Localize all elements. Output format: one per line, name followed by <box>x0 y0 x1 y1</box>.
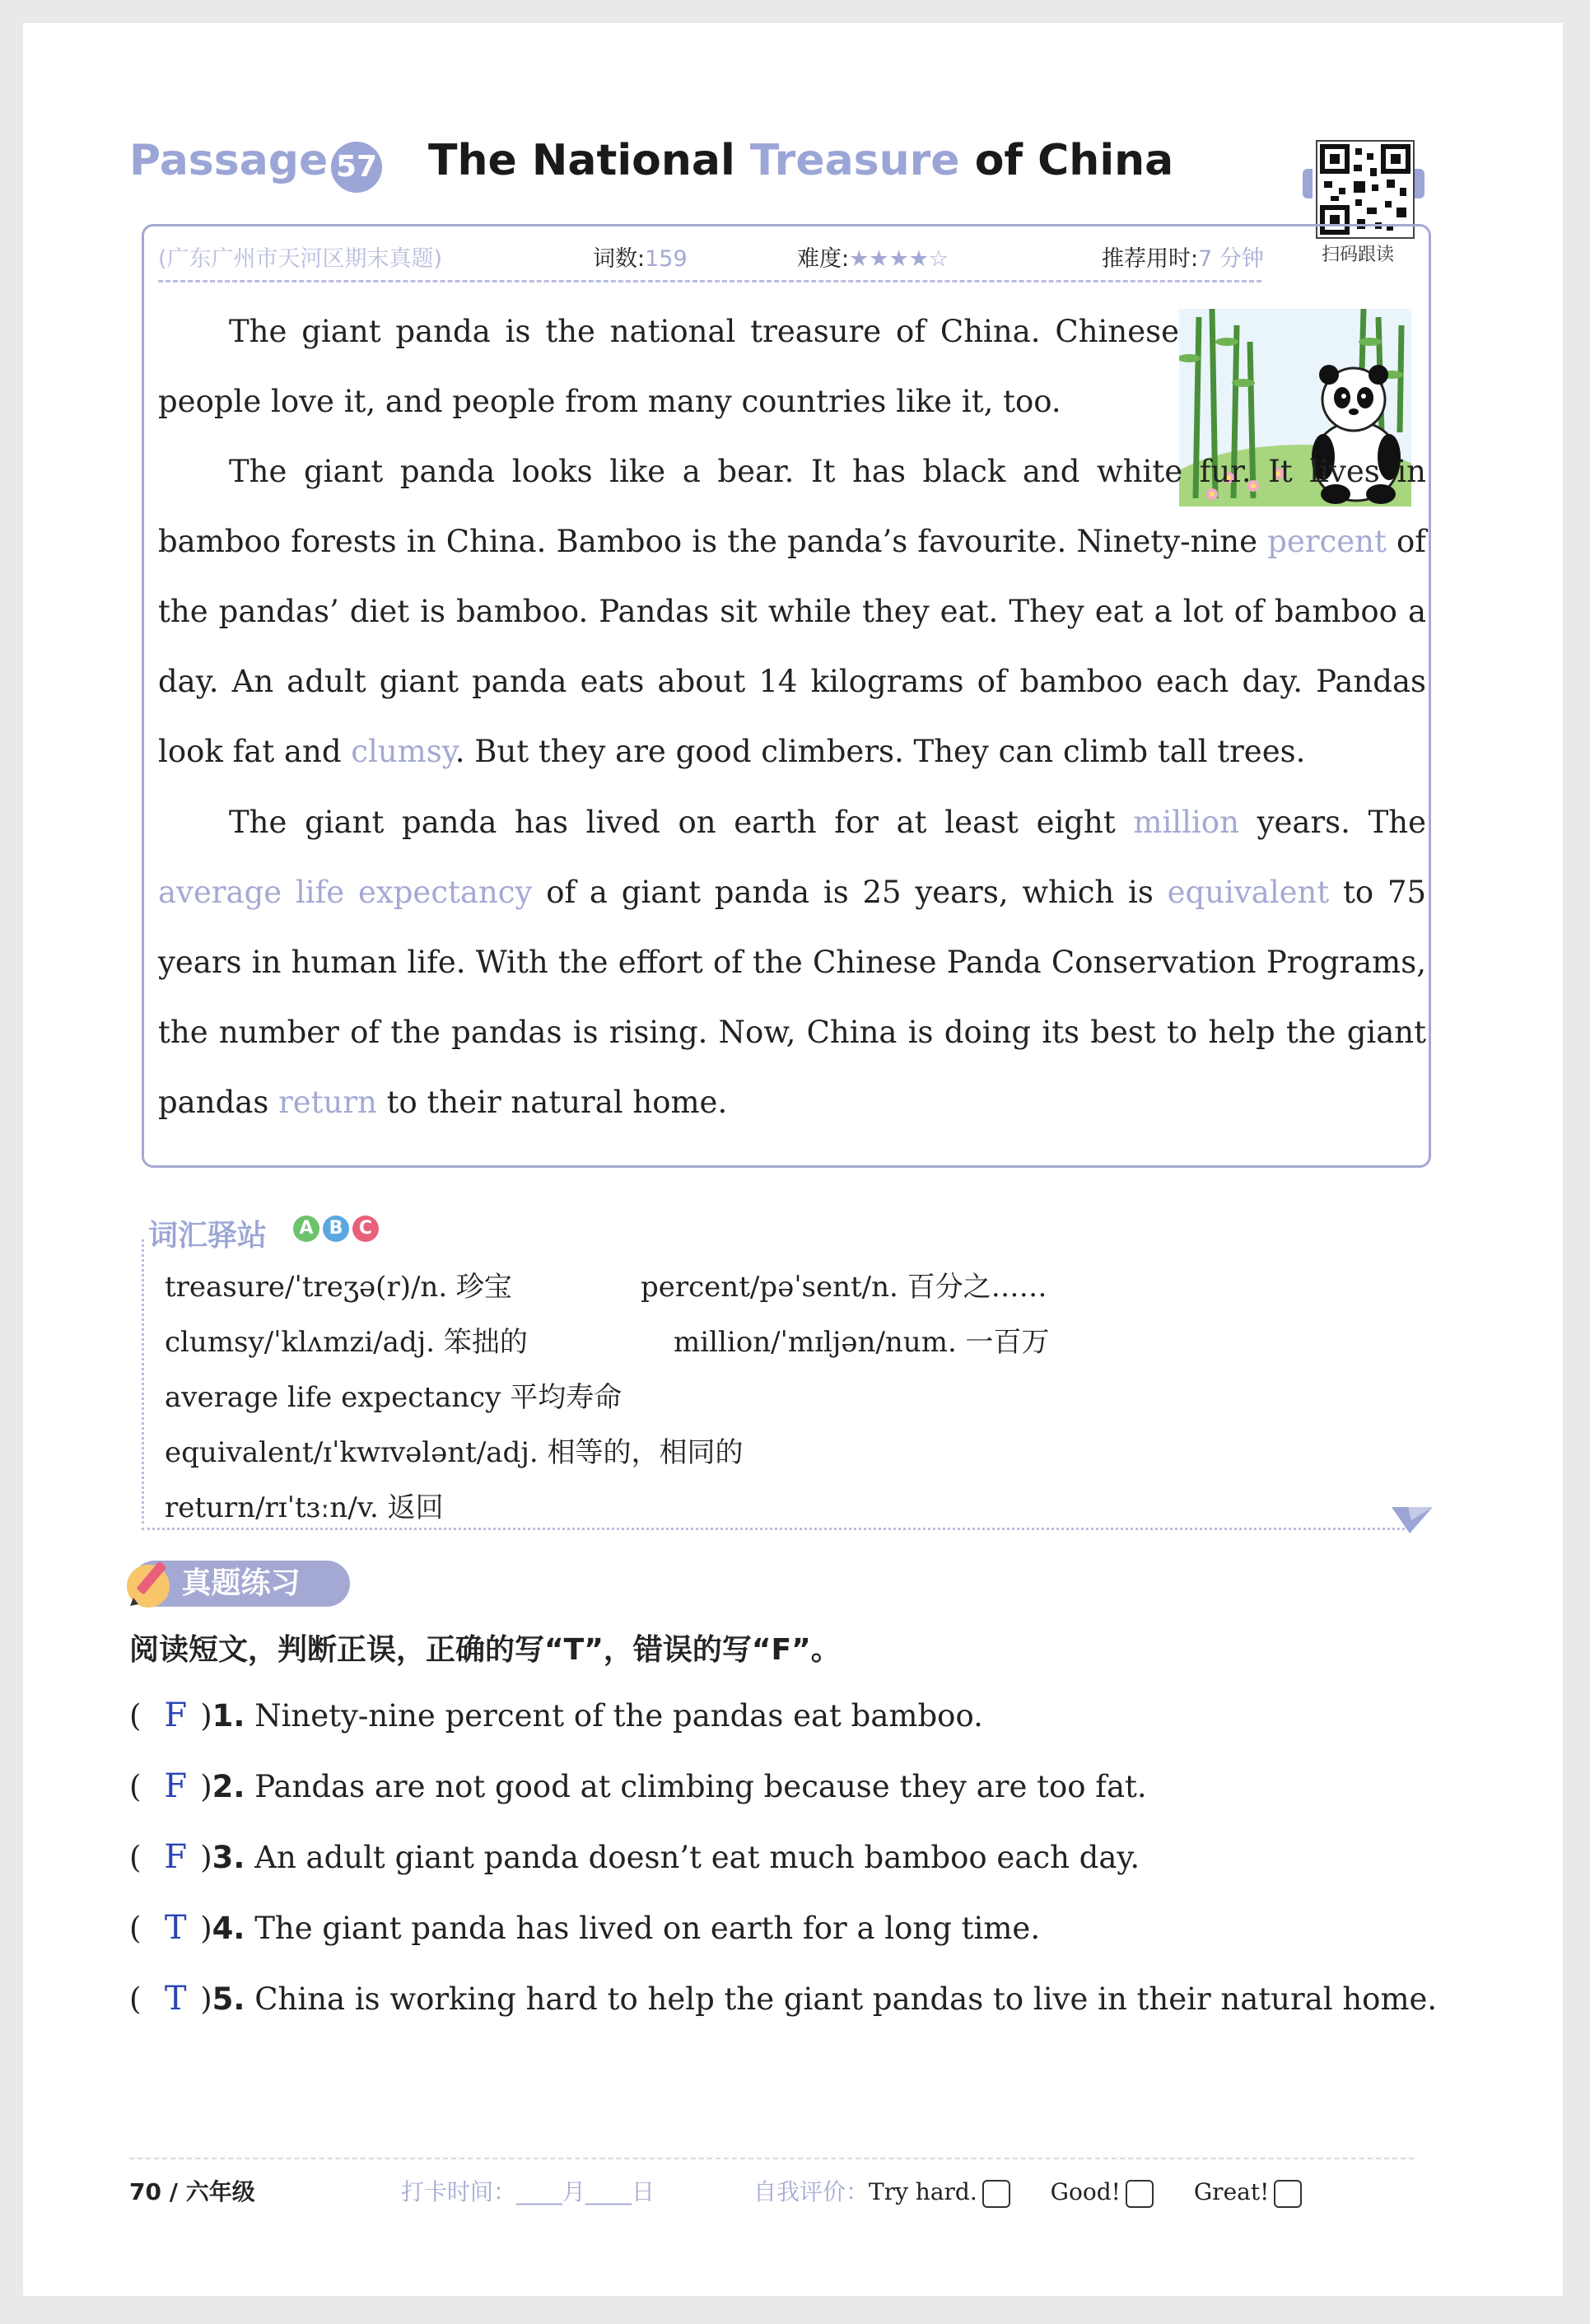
page-number: 70 / 六年级 <box>129 2178 255 2205</box>
question-4-number: 4. <box>212 1911 245 1946</box>
qr-tab-left <box>1303 169 1313 198</box>
vocab-title: 词汇驿站 <box>148 1219 268 1253</box>
passage-paragraph-1 <box>158 296 1179 436</box>
vocab-word-percent: percent <box>1267 524 1387 559</box>
try-hard-checkbox[interactable] <box>982 2180 1010 2208</box>
paragraph-3-text <box>158 787 1426 1137</box>
paragraph-3-part-e: to their natural home. <box>376 1085 728 1120</box>
question-5-number: 5. <box>212 1981 245 2017</box>
vocab-entry-clumsy: clumsy/ˈklʌmzi/adj. 笨拙的 <box>165 1326 528 1359</box>
great-label: Great! <box>1193 2178 1270 2205</box>
section-label-exercise: 真题练习 <box>132 1561 350 1607</box>
good-label: Good! <box>1050 2178 1121 2205</box>
paragraph-3-part-a: The giant panda has lived on earth for at least eight <box>229 805 1134 840</box>
badge-a: A <box>293 1216 319 1242</box>
answer-5[interactable]: T <box>164 1980 187 2018</box>
title-part-1: The National <box>428 136 735 185</box>
title-part-2: Treasure <box>749 136 960 185</box>
paragraph-2-part-c: . But they are good climbers. They can climb tall trees. <box>455 734 1306 769</box>
try-hard-label: Try hard. <box>869 2178 977 2205</box>
qr-tab-right <box>1415 169 1424 198</box>
vocab-word-clumsy: clumsy <box>351 734 455 769</box>
vocab-entry-average: average life expectancy 平均寿命 <box>165 1381 622 1414</box>
source-label: (广东广州市天河区期末真题) <box>158 246 443 272</box>
title-part-3: of China <box>974 136 1174 185</box>
vocab-entry-treasure: treasure/ˈtreʒə(r)/n. 珍宝 <box>165 1271 512 1304</box>
recommended-time <box>1102 240 1264 273</box>
paragraph-2-text <box>158 436 1426 786</box>
answer-3[interactable]: F <box>164 1838 188 1876</box>
paragraph-3-part-c: of a giant panda is 25 years, which is <box>532 875 1168 910</box>
vocab-word-average: average life expectancy <box>158 875 533 910</box>
answer-2[interactable]: F <box>164 1767 188 1805</box>
word-count-label: 词数: <box>593 246 646 272</box>
paragraph-3-part-d: to 75 years in human life. With the effort of the Chinese Panda Conservation Programs, the number of the pandas is rising. Now, China is doing its best to help the giant pandas <box>158 875 1427 1120</box>
question-2-number: 2. <box>212 1769 245 1804</box>
vocab-entry-million: million/ˈmɪljən/num. 一百万 <box>674 1326 1050 1359</box>
checkin-time: 打卡时间：____月____日 <box>401 2178 655 2205</box>
page-title <box>428 136 1173 185</box>
question-5-text: China is working hard to help the giant pandas to live in their natural home. <box>254 1981 1438 2017</box>
time-label: 推荐用时: <box>1102 246 1199 272</box>
question-2-text: Pandas are not good at climbing because they are too fat. <box>254 1769 1147 1804</box>
question-3: ( F )3. An adult giant panda doesn’t eat much bamboo each day. <box>129 1838 1140 1876</box>
passage-paragraph-3 <box>158 787 1426 1137</box>
vocab-word-return: return <box>278 1085 377 1120</box>
paragraph-1-text: The giant panda is the national treasure of China. Chinese people love it, and people from many countries like it, too. <box>158 314 1179 419</box>
question-5: ( T )5. China is working hard to help the giant pandas to live in their natural home. <box>129 1980 1438 2018</box>
question-1-number: 1. <box>212 1698 245 1734</box>
vocab-entry-percent: percent/pəˈsent/n. 百分之…… <box>641 1271 1047 1304</box>
great-checkbox[interactable] <box>1274 2180 1302 2208</box>
self-eval-label: 自我评价： <box>753 2178 870 2205</box>
divider <box>158 280 1261 282</box>
word-count <box>593 240 688 273</box>
time-value: 7 分钟 <box>1198 246 1264 272</box>
passage-label: Passage <box>129 136 329 185</box>
footer-divider <box>129 2158 1414 2159</box>
difficulty-stars: ★★★★☆ <box>849 246 949 272</box>
question-1-text: Ninety-nine percent of the pandas eat bamboo. <box>254 1698 983 1734</box>
badge-c: C <box>352 1216 379 1242</box>
paper-plane-icon <box>1392 1504 1433 1540</box>
difficulty <box>797 240 949 273</box>
vocab-word-million: million <box>1133 805 1239 840</box>
question-3-number: 3. <box>212 1840 245 1875</box>
answer-1[interactable]: F <box>164 1696 188 1734</box>
scan-label: 扫码跟读 <box>1322 245 1395 265</box>
vocab-entry-equivalent: equivalent/ɪˈkwɪvələnt/adj. 相等的，相同的 <box>165 1436 744 1469</box>
exercise-instruction: 阅读短文，判断正误，正确的写“T”，错误的写“F”。 <box>129 1633 841 1667</box>
vocab-left-border <box>142 1239 144 1524</box>
self-evaluation <box>753 2174 1302 2208</box>
question-1: ( F )1. Ninety-nine percent of the pandas eat bamboo. <box>129 1696 983 1734</box>
badge-b: B <box>323 1216 349 1242</box>
paragraph-2-part-a: The giant panda looks like a bear. It has black and white fur. It lives in bamboo forests in China. Bamboo is the panda’s favourite. Ninety-nine <box>158 454 1426 559</box>
passage-paragraph-2 <box>158 436 1426 786</box>
question-4: ( T )4. The giant panda has lived on earth for a long time. <box>129 1909 1041 1947</box>
passage-number-badge: 57 <box>331 142 382 193</box>
vocab-word-equivalent: equivalent <box>1167 875 1330 910</box>
good-checkbox[interactable] <box>1126 2180 1154 2208</box>
difficulty-label: 难度: <box>797 246 850 272</box>
paragraph-2-part-b: of the pandas’ diet is bamboo. Pandas sit while they eat. They eat a lot of bamboo a day. An adult giant panda eats about 14 kilograms of bamboo each day. Pandas look fat and <box>158 524 1426 769</box>
question-3-text: An adult giant panda doesn’t eat much bamboo each day. <box>254 1840 1140 1875</box>
paragraph-3-part-b: years. The <box>1238 805 1426 840</box>
pencil-icon <box>124 1555 181 1616</box>
vocab-bottom-border <box>142 1528 1410 1530</box>
question-2: ( F )2. Pandas are not good at climbing because they are too fat. <box>129 1767 1147 1805</box>
vocab-entry-return: return/rɪˈtɜːn/v. 返回 <box>165 1491 444 1524</box>
question-4-text: The giant panda has lived on earth for a long time. <box>254 1911 1041 1946</box>
answer-4[interactable]: T <box>164 1909 187 1947</box>
word-count-value: 159 <box>645 246 688 272</box>
